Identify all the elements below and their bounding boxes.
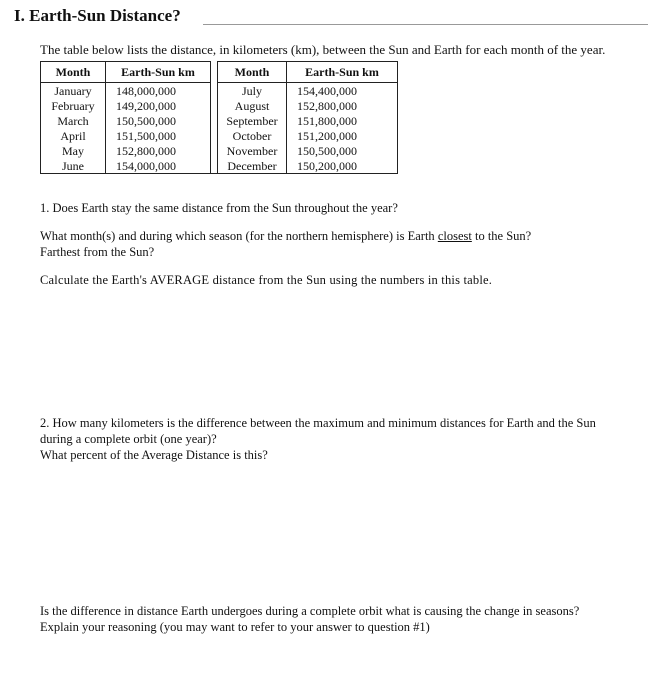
- question-1-closest-farthest: [40, 228, 531, 260]
- distance-cell: 150,500,000: [106, 113, 211, 128]
- question-1b-post: to the Sun?: [471, 229, 532, 243]
- question-2c-text: What percent of the Average Distance is this?: [40, 448, 268, 462]
- month-cell: May: [41, 143, 106, 158]
- question-3a-text: Is the difference in distance Earth undergoes during a complete orbit what is causing the change in seasons?: [40, 604, 580, 618]
- question-1-text: 1. Does Earth stay the same distance from the Sun throughout the year?: [40, 201, 398, 215]
- question-2: [40, 415, 596, 463]
- month-cell: April: [41, 128, 106, 143]
- table-header-row: [41, 62, 398, 83]
- question-1: [40, 200, 398, 216]
- header-month-left: Month: [41, 62, 106, 83]
- table-gap: [211, 128, 218, 143]
- table-row: [41, 158, 398, 174]
- distance-cell: 148,000,000: [106, 83, 211, 99]
- question-1b-line: [40, 228, 531, 244]
- table-gap: [211, 143, 218, 158]
- question-2b-text: during a complete orbit (one year)?: [40, 432, 217, 446]
- question-1d-text: Calculate the Earth's AVERAGE distance from the Sun using the numbers in this table.: [40, 273, 493, 287]
- table-row: [41, 143, 398, 158]
- month-cell: March: [41, 113, 106, 128]
- header-km-right: Earth-Sun km: [287, 62, 398, 83]
- table-row: [41, 98, 398, 113]
- month-cell: October: [218, 128, 287, 143]
- table-gap: [211, 158, 218, 174]
- distance-cell: 150,500,000: [287, 143, 398, 158]
- question-1c-text: Farthest from the Sun?: [40, 245, 155, 259]
- question-average: [40, 272, 492, 288]
- distance-cell: 151,200,000: [287, 128, 398, 143]
- distance-cell: 149,200,000: [106, 98, 211, 113]
- month-cell: June: [41, 158, 106, 174]
- distance-cell: 151,500,000: [106, 128, 211, 143]
- question-3b-text: Explain your reasoning (you may want to refer to your answer to question #1): [40, 620, 430, 634]
- intro-text: The table below lists the distance, in kilometers (km), between the Sun and Earth for each month of the year.: [40, 42, 606, 57]
- table-gap: [211, 113, 218, 128]
- distance-cell: 150,200,000: [287, 158, 398, 174]
- distance-cell: 154,400,000: [287, 83, 398, 99]
- month-cell: November: [218, 143, 287, 158]
- heading-rule: [203, 24, 648, 25]
- month-cell: September: [218, 113, 287, 128]
- distance-cell: 152,800,000: [106, 143, 211, 158]
- worksheet-heading: I. Earth-Sun Distance?: [14, 6, 181, 25]
- header-km-left: Earth-Sun km: [106, 62, 211, 83]
- distance-cell: 151,800,000: [287, 113, 398, 128]
- earth-sun-distance-table: [40, 61, 398, 174]
- month-cell: December: [218, 158, 287, 174]
- month-cell: February: [41, 98, 106, 113]
- table-gap: [211, 98, 218, 113]
- question-1b-pre: What month(s) and during which season (for the northern hemisphere) is Earth: [40, 229, 438, 243]
- question-1b-closest: closest: [437, 229, 472, 243]
- question-3: [40, 603, 579, 635]
- question-2a-text: 2. How many kilometers is the difference between the maximum and minimum distances for Earth and the Sun: [40, 416, 596, 430]
- table-row: [41, 113, 398, 128]
- distance-cell: 154,000,000: [106, 158, 211, 174]
- month-cell: January: [41, 83, 106, 99]
- table-gap: [211, 83, 218, 99]
- table-row: [41, 83, 398, 99]
- table-row: [41, 128, 398, 143]
- month-cell: July: [218, 83, 287, 99]
- distance-cell: 152,800,000: [287, 98, 398, 113]
- month-cell: August: [218, 98, 287, 113]
- table-gap: [211, 62, 218, 83]
- header-month-right: Month: [218, 62, 287, 83]
